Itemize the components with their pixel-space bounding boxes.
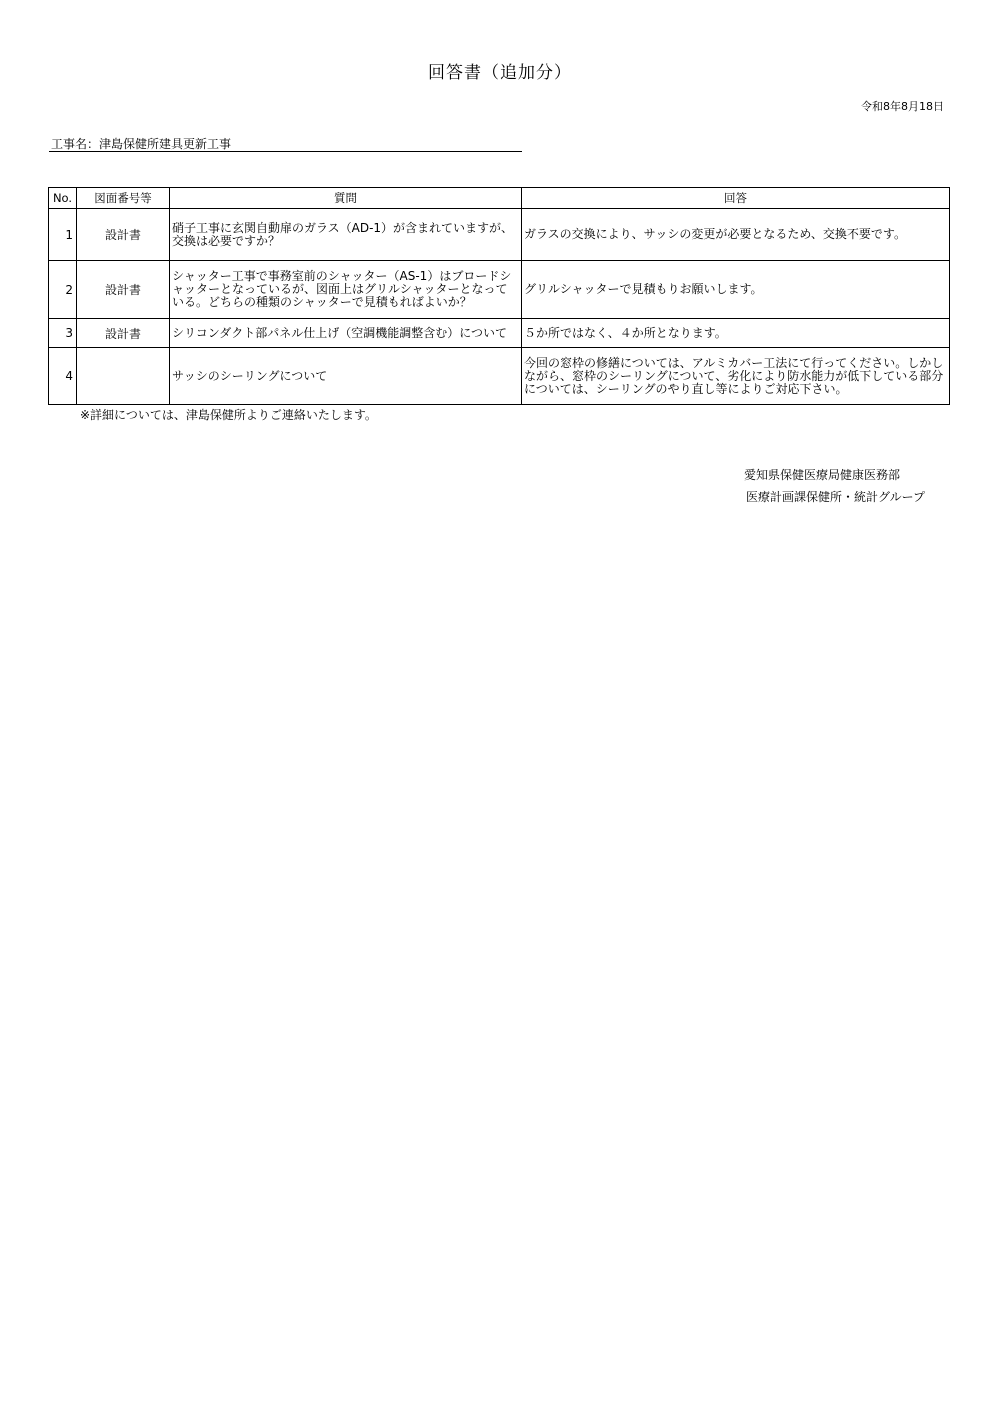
row-answer: ５か所ではなく、４か所となります。 [522,319,950,348]
project-name: 工事名：津島保健所建具更新工事 [51,137,232,151]
table-row [49,319,950,348]
qa-table [48,187,950,405]
row-drawing: 設計書 [77,209,170,261]
table-row [49,261,950,319]
table-row [49,209,950,261]
document-date: 令和8年8月18日 [861,100,944,113]
header-no: No. [49,188,77,209]
row-drawing: 設計書 [77,261,170,319]
row-answer: グリルシャッターで見積もりお願いします。 [522,261,950,319]
project-name-field [49,135,522,152]
signature-group: 医療計画課保健所・統計グループ [746,490,926,504]
row-question: サッシのシーリングについて [170,348,522,405]
table-row [49,348,950,405]
row-question: 硝子工事に玄関自動扉のガラス（AD-1）が含まれていますが、交換は必要ですか？ [170,209,522,261]
header-drawing: 図面番号等 [77,188,170,209]
row-drawing: 設計書 [77,319,170,348]
header-answer: 回答 [522,188,950,209]
row-answer: 今回の窓枠の修繕については、アルミカバー工法にて行ってください。しかしながら、窓枠のシーリングについて、劣化により防水能力が低下している部分については、シーリングのやり直し等によりご対応下さい。 [522,348,950,405]
row-no: 4 [49,348,77,405]
footnote: ※詳細については、津島保健所よりご連絡いたします。 [80,408,377,422]
row-answer: ガラスの交換により、サッシの変更が必要となるため、交換不要です。 [522,209,950,261]
row-no: 1 [49,209,77,261]
row-drawing [77,348,170,405]
header-question: 質問 [170,188,522,209]
table-header-row [49,188,950,209]
row-question: シリコンダクト部パネル仕上げ（空調機能調整含む）について [170,319,522,348]
document-title: 回答書（追加分） [428,63,572,83]
row-question: シャッター工事で事務室前のシャッター（AS-1）はブロードシャッターとなっているが、図面上はグリルシャッターとなっている。どちらの種類のシャッターで見積もればよいか？ [170,261,522,319]
row-no: 2 [49,261,77,319]
row-no: 3 [49,319,77,348]
signature-department: 愛知県保健医療局健康医務部 [744,468,901,482]
